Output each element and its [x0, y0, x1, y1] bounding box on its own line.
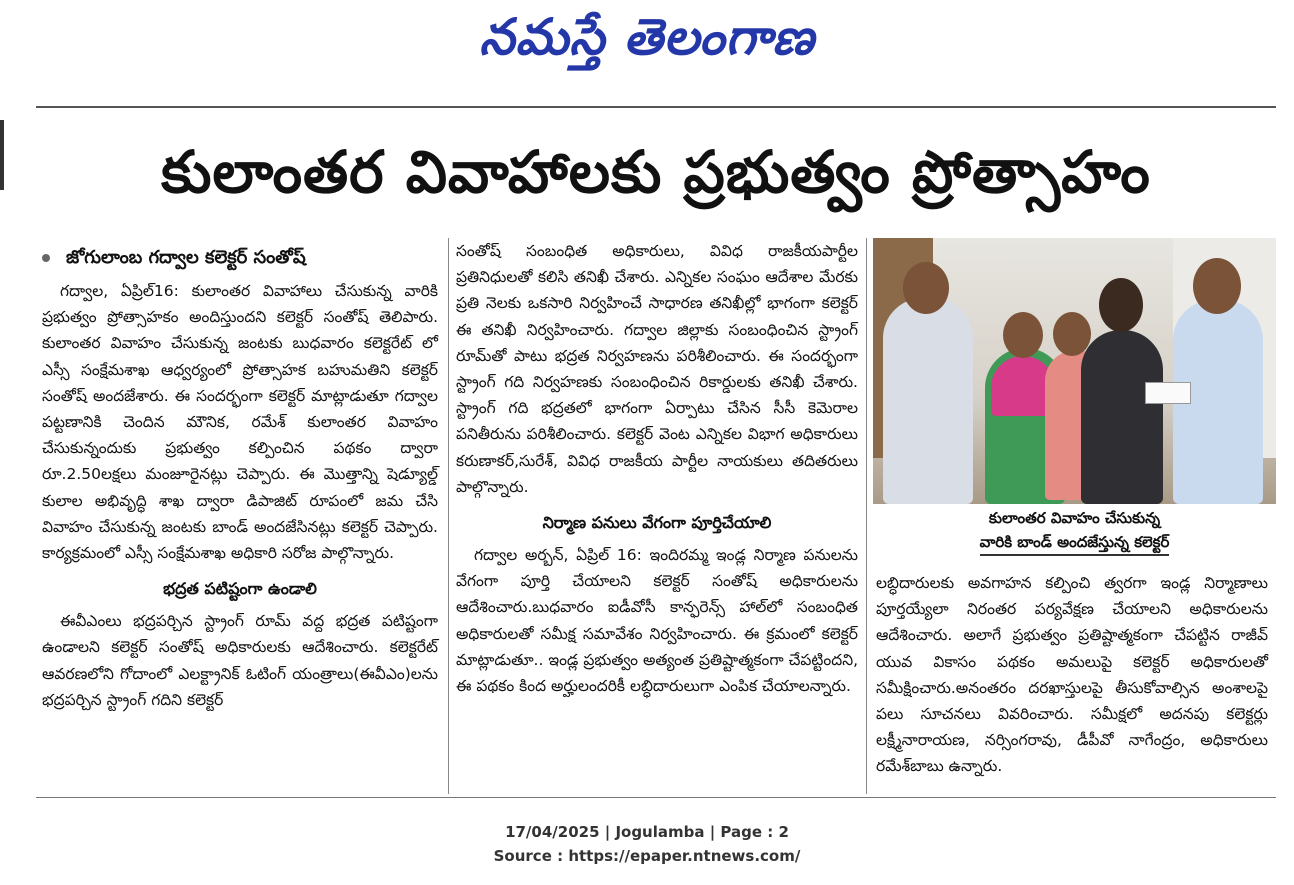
bottom-divider	[36, 797, 1276, 798]
photo-person	[883, 298, 973, 504]
column-divider	[448, 238, 449, 794]
article-column-3	[876, 570, 1268, 780]
column-divider	[866, 238, 867, 794]
bullet-icon	[42, 254, 50, 262]
bullet-text: జోగులాంబ గద్వాల కలెక్టర్ సంతోష్	[66, 247, 306, 268]
article-paragraph: లబ్ధిదారులకు అవగాహన కల్పించి త్వరగా ఇండ్ల నిర్మాణాలు పూర్తయ్యేలా నిరంతర పర్యవేక్షణ చేయాలని అధికారులను ఆదేశించారు. అలాగే ప్రభుత్వం ప్రతిష్టాత్మకంగా చేపట్టిన రాజీవ్ యువ వికాసం పథకం అమలుపై కలెక్టర్ అధికారులతో సమీక్షించారు.అనంతరం దరఖాస్తులపై తీసుకోవాల్సిన అంశాలపై పలు సూచనలు వివరించారు. సమీక్షలో అదనపు కలెక్టర్లు లక్ష్మీనారాయణ, నర్సింగరావు, డీపీవో నాగేంద్రం, అధికారులు రమేశ్‌బాబు ఉన్నారు.	[876, 574, 1268, 776]
photo-caption	[873, 506, 1276, 556]
caption-line: కులాంతర వివాహం చేసుకున్న	[988, 509, 1161, 527]
footer-source: Source : https://epaper.ntnews.com/	[493, 847, 801, 865]
article-headline: కులాంతర వివాహాలకు ప్రభుత్వం ప్రోత్సాహం	[161, 138, 1151, 206]
photo-person-head	[903, 262, 949, 314]
photo-person-head	[1003, 312, 1043, 358]
newspaper-masthead: నమస్తే తెలంగాణ	[479, 7, 815, 66]
news-photo	[873, 238, 1276, 504]
article-paragraph: సంతోష్ సంబంధిత అధికారులు, వివిధ రాజకీయపార్టీల ప్రతినిధులతో కలిసి తనిఖీ చేశారు. ఎన్నికల సంఘం ఆదేశాల మేరకు ప్రతి నెలకు ఒకసారి నిర్వహించే సాధారణ తనిఖీల్లో భాగంగా కలెక్టర్ ఈ తనిఖీ నిర్వహించారు. గద్వాల జిల్లాకు సంబంధించిన స్ట్రాంగ్ రూమ్‌తో పాటు భద్రత నిర్వహణను పరిశీలించారు. ఈ సందర్భంగా స్ట్రాంగ్ గది నిర్వహణకు సంబంధించిన రికార్డులకు తనిఖీ చేశారు. స్ట్రాంగ్ గది భద్రతలో భాగంగా ఏర్పాటు చేసిన సీసీ కెమెరాల పనితీరును పరిశీలించారు. కలెక్టర్ వెంట ఎన్నికల విభాగ అధికారులు కరుణాకర్,సురేశ్, వివిధ రాజకీయ పార్టీల నాయకులు తదితరులు పాల్గొన్నారు.	[456, 242, 858, 496]
caption-line: వారికి బాండ్ అందజేస్తున్న కలెక్టర్	[980, 530, 1170, 556]
bond-document	[1145, 382, 1191, 404]
article-subheading: భద్రత పటిష్టంగా ఉండాలి	[163, 579, 317, 599]
top-divider	[36, 106, 1276, 108]
article-bullet	[42, 238, 438, 278]
article-subheading: నిర్మాణ పనులు వేగంగా పూర్తిచేయాలి	[542, 513, 772, 533]
article-column-2	[456, 238, 858, 699]
footer-page-info: 17/04/2025 | Jogulamba | Page : 2	[505, 823, 789, 841]
page-edge-mark	[0, 120, 4, 190]
article-paragraph: గద్వాల, ఏప్రిల్16: కులాంతర వివాహాలు చేసుకున్న వారికి ప్రభుత్వం ప్రోత్సాహకం అందిస్తుందని కలెక్టర్ సంతోష్ తెలిపారు. కులాంతర వివాహం చేసుకున్న జంటకు బుధవారం కలెక్టరేట్ లో ఎస్సీ సంక్షేమశాఖ ఆధ్వర్యంలో ప్రోత్సాహక బహుమతిని కలెక్టర్ సంతోష్ అందజేశారు. ఈ సందర్భంగా కలెక్టర్ మాట్లాడుతూ గద్వాల పట్టణానికి చెందిన మౌనిక, రమేశ్ కులాంతర వివాహం చేసుకున్నందుకు ప్రభుత్వం కల్పించిన పథకం ద్వారా రూ.2.50లక్షలు మంజూరైనట్లు చెప్పారు. ఈ మొత్తాన్ని షెడ్యూల్డ్ కులాల అభివృద్ధి శాఖ ద్వారా డిపాజిట్ రూపంలో జమ చేసి వివాహం చేసుకున్న జంటకు బాండ్ అందజేసినట్లు కలెక్టర్ చెప్పారు. కార్యక్రమంలో ఎస్సీ సంక్షేమశాఖ అధికారి సరోజ పాల్గొన్నారు.	[42, 282, 438, 563]
photo-person-head	[1099, 278, 1143, 332]
photo-person	[1081, 330, 1163, 504]
article-paragraph: గద్వాల అర్బన్, ఏప్రిల్ 16: ఇందిరమ్మ ఇండ్ల నిర్మాణ పనులను వేగంగా పూర్తి చేయాలని కలెక్టర్ సంతోష్ అధికారులను ఆదేశించారు.బుధవారం ఐడీవోసీ కాన్ఫరెన్స్ హాల్‌లో సంబంధిత అధికారులతో సమీక్ష సమావేశం నిర్వహించారు. ఈ క్రమంలో కలెక్టర్ మాట్లాడుతూ.. ఇండ్ల ప్రభుత్వం అత్యంత ప్రతిష్టాత్మకంగా చేపట్టిందని, ఈ పథకం కింద అర్హులందరికీ లబ్ధిదారులుగా ఎంపిక చేయాలన్నారు.	[456, 546, 858, 696]
article-paragraph: ఈవీఎంలు భద్రపర్చిన స్ట్రాంగ్ రూమ్ వద్ద భద్రత పటిష్టంగా ఉండాలని కలెక్టర్ సంతోష్ అధికారులకు ఆదేశించారు. కలెక్టరేట్ ఆవరణలోని గోదాంలో ఎలక్ట్రానిక్ ఓటింగ్ యంత్రాలు(ఈవీఎం)లను భద్రపర్చిన స్ట్రాంగ్ గదిని కలెక్టర్	[42, 612, 438, 709]
photo-person-head	[1193, 258, 1241, 314]
article-column-1	[42, 238, 438, 713]
